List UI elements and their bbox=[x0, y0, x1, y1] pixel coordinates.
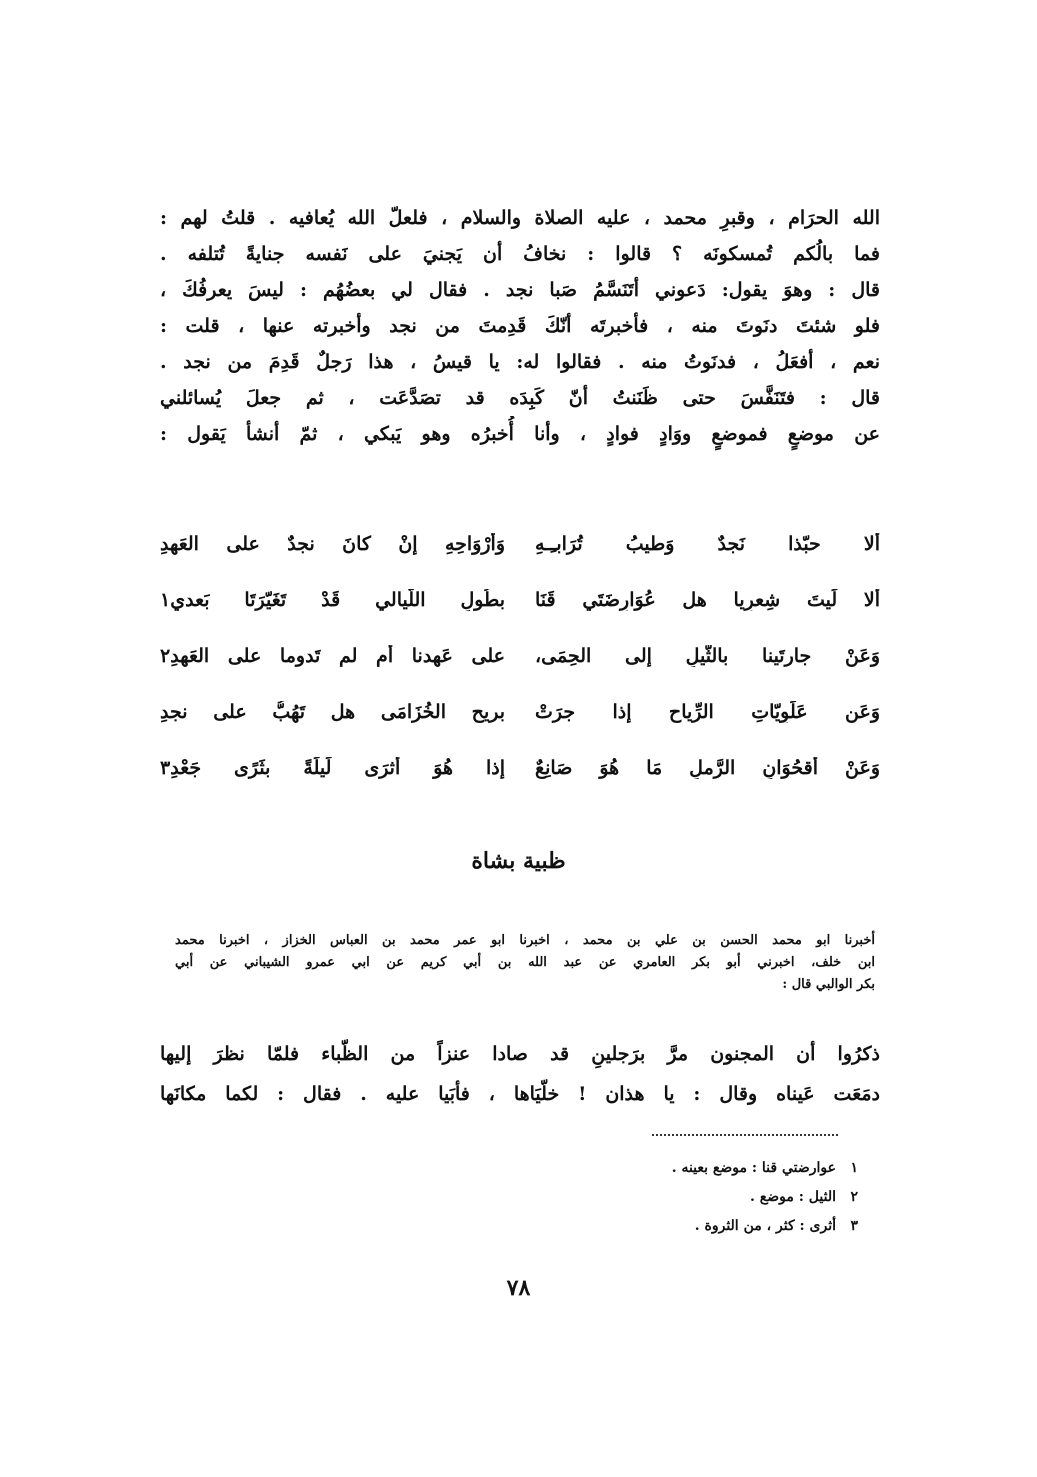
narrative-line: دمَعَت عَيناه وقال : يا هذان ! خلّيَاها ، فأبَيا عليه . فقال : لكما مكانَها bbox=[160, 1083, 880, 1105]
footnotes bbox=[560, 1154, 858, 1241]
footnote-number: ١ bbox=[850, 1160, 858, 1176]
prose-paragraph bbox=[160, 200, 880, 452]
footnote-text: أثرى : كثر ، من الثروة . bbox=[694, 1218, 836, 1234]
verse-first-hemistich: وَعَنْ جارتَينا بالثّيلِ إلى الحِمَى، bbox=[535, 645, 880, 667]
footnote-separator bbox=[652, 1134, 838, 1136]
poem bbox=[160, 516, 880, 796]
verse-second-hemistich: إذا هُوَ أثرَى لَيلَةً بثَرًى جَعْدِ٣ bbox=[160, 757, 505, 779]
footnote-number: ٢ bbox=[850, 1189, 858, 1205]
verse bbox=[160, 684, 880, 740]
prose-line: قال : فتَنَفَّسَ حتى ظَنَنتُ أنّ كَبِدَه قد تصَدَّعَت ، ثم جعلَ يُسائلني bbox=[160, 387, 880, 409]
prose-line: فلو شئتَ دنَوتَ منه ، فأخبرتَه أنّكَ قَدِمتَ من نجد وأخبرته عنها ، قلت : bbox=[160, 315, 880, 337]
verse bbox=[160, 628, 880, 684]
prose-line: فما بالُكم تُمسكونَه ؟ قالوا : نخافُ أن يَجنيَ على نَفسه جنايةً تُتلفه . bbox=[160, 243, 880, 265]
footnote bbox=[560, 1183, 858, 1212]
verse bbox=[160, 572, 880, 628]
verse-first-hemistich: وَعَنْ أُقحُوَانِ الرَّملِ مَا هُوَ صَانِعٌ bbox=[535, 757, 880, 779]
prose-line: نعم ، أفعَلُ ، فدنَوتُ منه . فقالوا له: يا قيسُ ، هذا رَجلٌ قَدِمَ من نجد . bbox=[160, 351, 880, 373]
prose-line: الله الحرَام ، وقبرِ محمد ، عليه الصلاة والسلام ، فلعلّ الله يُعافيه . قلتُ لهم : bbox=[160, 207, 880, 229]
prose-line: قال : وهوَ يقول: دَعوني أتَنَسَّمُ صَبا نجد . فقال لي بعضُهُم : ليسَ يعرفُكَ ، bbox=[160, 279, 880, 301]
footnote bbox=[560, 1212, 858, 1241]
narrative-line: ذكرُوا أن المجنون مرَّ برَجلينِ قد صادا عنزاً من الظّباء فلمّا نظرَ إليها bbox=[160, 1043, 880, 1065]
section-title: ظبية بشاة bbox=[471, 848, 566, 874]
narrative-paragraph bbox=[160, 1034, 880, 1114]
isnad-chain bbox=[175, 930, 875, 996]
isnad-line: أخبرنا ابو محمد الحسن بن علي بن محمد ، اخبرنا ابو عمر محمد بن العباس الخزاز ، اخبرنا محمد bbox=[175, 933, 875, 948]
isnad-line: ابن خلف، اخبرني أبو بكر العامري عن عبد الله بن أبي كريم عن ابي عمرو الشيباني عن أبي bbox=[175, 955, 875, 970]
verse-second-hemistich: على عَهدنا أم لم تَدوما على العَهدِ٢ bbox=[160, 645, 505, 667]
verse-first-hemistich: ألا حبّذا نَجدٌ وَطيبُ تُرَابـِـهِ bbox=[535, 533, 880, 555]
footnote bbox=[560, 1154, 858, 1183]
verse-second-hemistich: بطُولِ اللّيالي قَدْ تَغَيّرَتَا بَعدي١ bbox=[160, 589, 505, 611]
verse-second-hemistich: وَأرْوَاحِهِ إنْ كانَ نجدٌ على العَهدِ bbox=[160, 533, 505, 555]
page-number: ٧٨ bbox=[506, 1275, 531, 1301]
isnad-line: بكر الوالبي قال : bbox=[782, 977, 875, 992]
footnote-text: عوارضتي قنا : موضع بعينه . bbox=[671, 1160, 836, 1176]
verse-first-hemistich: ألا لَيتَ شِعرِيا هل عُوَارِضَتَي قَنَا bbox=[535, 589, 880, 611]
footnote-text: الثيل : موضع . bbox=[750, 1189, 836, 1205]
footnote-number: ٣ bbox=[850, 1218, 858, 1234]
prose-line: عن موضعٍ فموضعٍ ووَادٍ فوادٍ ، وأنا أُخبرُه وهو يَبكي ، ثمّ أنشأ يَقول : bbox=[160, 423, 880, 445]
verse-first-hemistich: وَعَن عَلَوِيّاتِ الرِّياحِ إذا جرَتْ bbox=[535, 701, 880, 723]
verse bbox=[160, 516, 880, 572]
verse-second-hemistich: بريحِ الخُزَامَى هل تَهُبُّ على نجدِ bbox=[160, 701, 505, 723]
verse bbox=[160, 740, 880, 796]
